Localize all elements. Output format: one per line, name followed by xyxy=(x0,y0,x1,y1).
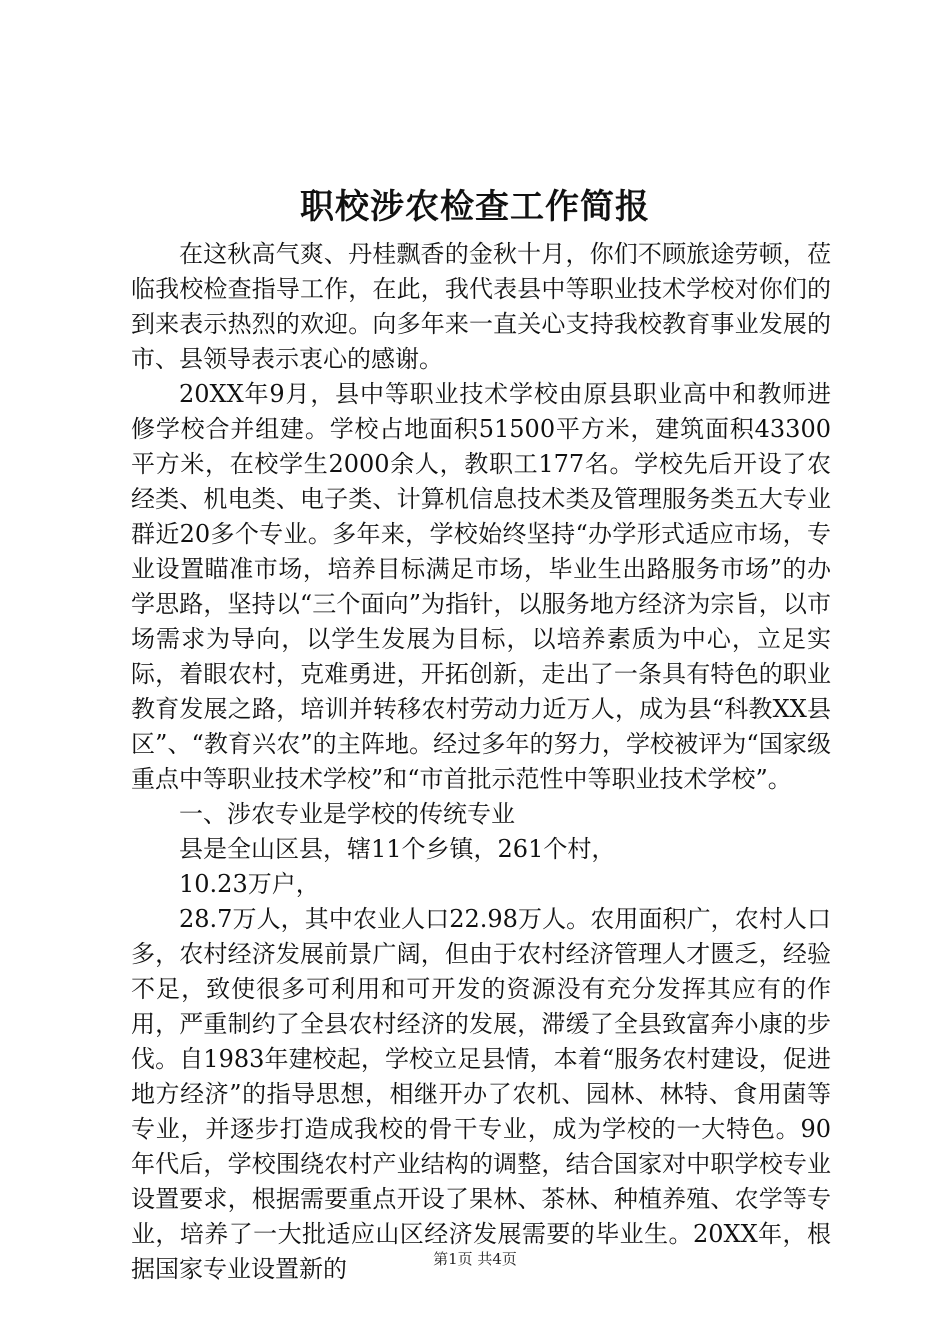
document-title: 职校涉农检查工作简报 xyxy=(300,187,650,227)
document-body xyxy=(131,237,831,1287)
paragraph-county-population: 28.7万人，其中农业人口22.98万人。农用面积广，农村人口多，农村经济发展前景广阔，但由于农村经济管理人才匮乏，经验不足，致使很多可利用和可开发的资源没有充分发挥其应有的作用，严重制约了全县农村经济的发展，滞缓了全县致富奔小康的步伐。自1983年建校起，学校立足县情，本着“服务农村建设，促进地方经济”的指导思想，相继开办了农机、园林、林特、食用菌等专业，并逐步打造成我校的骨干专业，成为学校的一大特色。90年代后，学校围绕农村产业结构的调整，结合国家对中职学校专业设置要求，根据需要重点开设了果林、茶林、种植养殖、农学等专业，培养了一大批适应山区经济发展需要的毕业生。20XX年，根据国家专业设置新的 xyxy=(131,905,831,1283)
paragraph-school-overview: 20XX年9月，县中等职业技术学校由原县职业高中和教师进修学校合并组建。学校占地面积51500平方米，建筑面积43300平方米，在校学生2000余人，教职工177名。学校先后开设了农经类、机电类、电子类、计算机信息技术类及管理服务类五大专业群近20多个专业。多年来，学校始终坚持“办学形式适应市场，专业设置瞄准市场，培养目标满足市场，毕业生出路服务市场”的办学思路，坚持以“三个面向”为指针，以服务地方经济为宗旨，以市场需求为导向，以学生发展为目标，以培养素质为中心，立足实际，着眼农村，克难勇进，开拓创新，走出了一条具有特色的职业教育发展之路，培训并转移农村劳动力近万人，成为县“科教XX县区”、“教育兴农”的主阵地。经过多年的努力，学校被评为“国家级重点中等职业技术学校”和“市首批示范性中等职业技术学校”。 xyxy=(131,380,831,793)
section-heading-agriculture-major: 一、涉农专业是学校的传统专业 xyxy=(179,800,515,828)
page-number-footer: 第1页 共4页 xyxy=(433,1250,517,1268)
paragraph-welcome: 在这秋高气爽、丹桂飘香的金秋十月，你们不顾旅途劳顿，莅临我校检查指导工作，在此，我代表县中等职业技术学校对你们的到来表示热烈的欢迎。向多年来一直关心支持我校教育事业发展的市、县领导表示衷心的感谢。 xyxy=(131,240,831,373)
paragraph-county-households: 10.23万户， xyxy=(179,870,320,898)
paragraph-county-towns: 县是全山区县，辖11个乡镇，261个村， xyxy=(179,835,616,863)
